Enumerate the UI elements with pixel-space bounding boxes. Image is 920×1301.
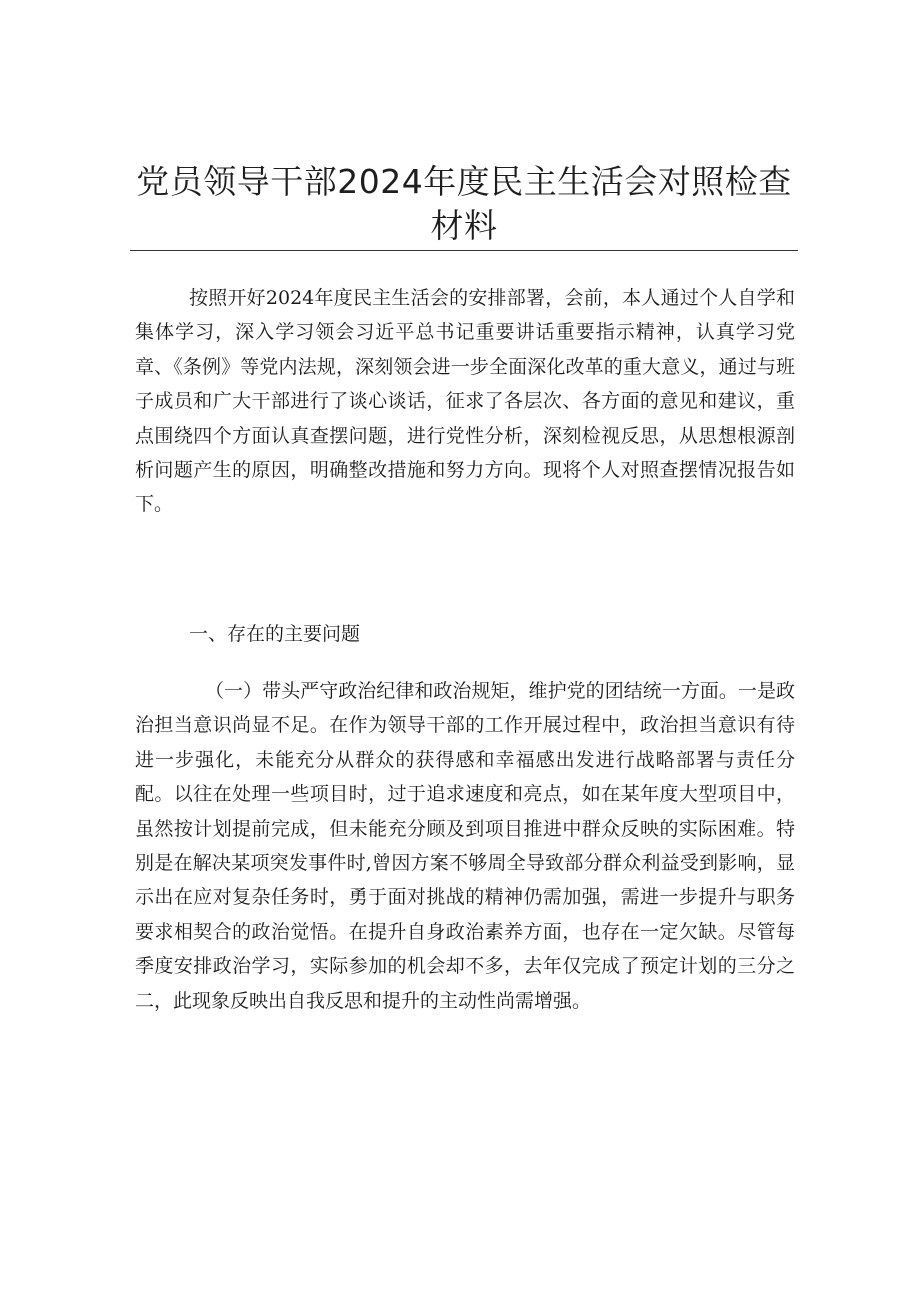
- title-line-2: 材料: [430, 206, 498, 245]
- section-1-paragraph: （一）带头严守政治纪律和政治规矩，维护党的团结统一方面。一是政治担当意识尚显不足。在作为领导干部的工作开展过程中，政治担当意识有待进一步强化，未能充分从群众的获得感和幸福感出发进行战略部署与责任分配。以往在处理一些项目时，过于追求速度和亮点，如在某年度大型项目中，虽然按计划提前完成，但未能充分顾及到项目推进中群众反映的实际困难。特别是在解决某项突发事件时,曾因方案不够周全导致部分群众利益受到影响，显示出在应对复杂任务时，勇于面对挑战的精神仍需加强，需进一步提升与职务要求相契合的政治觉悟。在提升自身政治素养方面，也存在一定欠缺。尽管每季度安排政治学习，实际参加的机会却不多，去年仅完成了预定计划的三分之二，此现象反映出自我反思和提升的主动性尚需增强。: [135, 680, 795, 1012]
- title-divider: [130, 250, 798, 251]
- section-heading-1: 一、存在的主要问题: [189, 623, 361, 645]
- document-title: [130, 160, 798, 248]
- intro-paragraph: 按照开好2024年度民主生活会的安排部署，会前，本人通过个人自学和集体学习，深入学习领会习近平总书记重要讲话重要指示精神，认真学习党章、《条例》等党内法规，深刻领会进一步全面深化改革的重大意义，通过与班子成员和广大干部进行了谈心谈话，征求了各层次、各方面的意见和建议，重点围绕四个方面认真查摆问题，进行党性分析，深刻检视反思，从思想根源剖析问题产生的原因，明确整改措施和努力方向。现将个人对照查摆情况报告如下。: [135, 287, 795, 516]
- title-line-1: 党员领导干部2024年度民主生活会对照检查: [136, 162, 792, 201]
